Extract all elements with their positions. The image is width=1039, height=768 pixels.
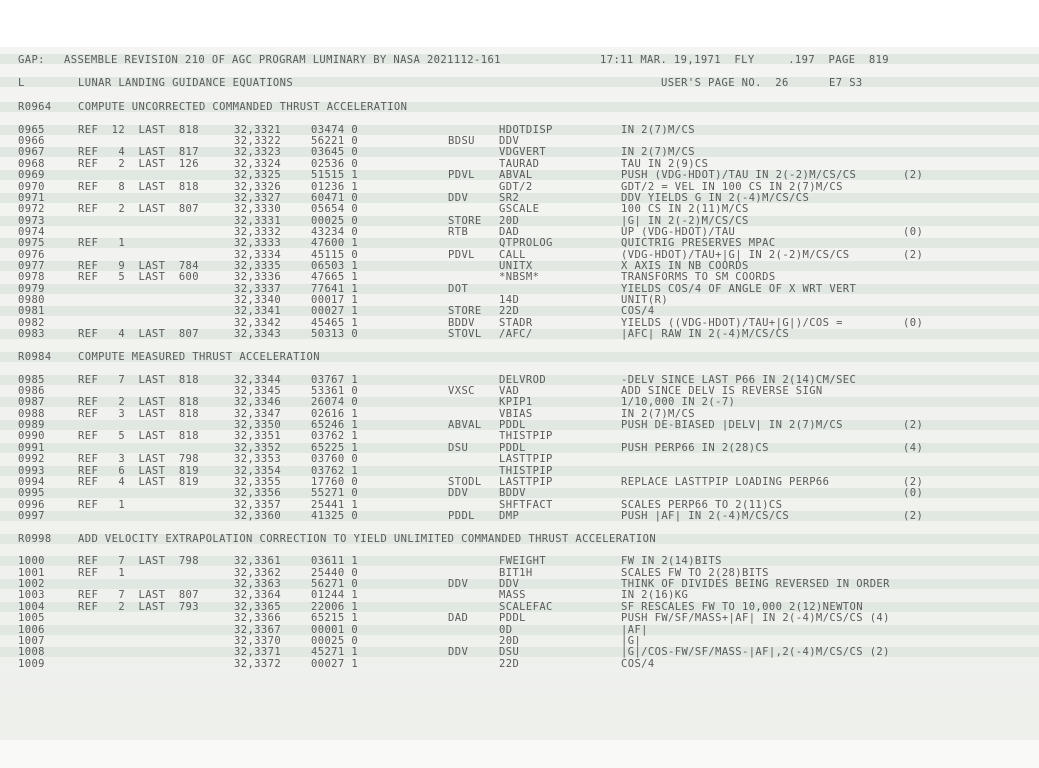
comment: |AF|: [621, 624, 648, 636]
line-number: 1008: [18, 646, 45, 658]
octal-word: 41325 0: [311, 510, 359, 522]
line-number: 0971: [18, 192, 45, 204]
operand: VAD: [499, 385, 520, 397]
comment: |G|/COS-FW/SF/MASS-|AF|,2(-4)M/CS/CS (2): [621, 646, 890, 658]
address: 32,3367: [234, 624, 282, 636]
opcode: ABVAL: [448, 419, 482, 431]
line-number: 1002: [18, 578, 45, 590]
comment: IN 2(16)KG: [621, 589, 689, 601]
comment: TAU IN 2(9)CS: [621, 158, 709, 170]
address: 32,3335: [234, 260, 282, 272]
octal-word: 03762 1: [311, 465, 359, 477]
operand: *NBSM*: [499, 271, 540, 283]
octal-word: 60471 0: [311, 192, 359, 204]
operand: PDDL: [499, 442, 526, 454]
operand: 20D: [499, 215, 520, 227]
line-number: 0993: [18, 465, 45, 477]
octal-word: 56221 0: [311, 135, 359, 147]
address: 32,3360: [234, 510, 282, 522]
octal-word: 47600 1: [311, 237, 359, 249]
operand: 14D: [499, 294, 520, 306]
line-number: 0974: [18, 226, 45, 238]
octal-word: 26074 0: [311, 396, 359, 408]
address: 32,3372: [234, 658, 282, 670]
opcode: DAD: [448, 612, 469, 624]
comment: IN 2(7)M/CS: [621, 408, 695, 420]
line-number: 0987: [18, 396, 45, 408]
line-number: 1001: [18, 567, 45, 579]
users-page-no: USER'S PAGE NO. 26 E7 S3: [661, 77, 863, 89]
code-line: [0, 328, 1039, 340]
operand: DAD: [499, 226, 520, 238]
operand: SR2: [499, 192, 520, 204]
octal-word: 02536 0: [311, 158, 359, 170]
line-number: 0968: [18, 158, 45, 170]
comment: COS/4: [621, 305, 655, 317]
line-number: 0991: [18, 442, 45, 454]
code-line: [0, 237, 1039, 249]
operand: LASTTPIP: [499, 453, 553, 465]
subheader-l: L: [18, 77, 25, 89]
section-heading: [0, 533, 1039, 545]
octal-word: 65215 1: [311, 612, 359, 624]
code-line: [0, 555, 1039, 567]
section-title: COMPUTE UNCORRECTED COMMANDED THRUST ACCELERATION: [78, 101, 408, 113]
ref-column: REF 2 LAST 793: [78, 601, 199, 613]
line-number: 0980: [18, 294, 45, 306]
opcode: STODL: [448, 476, 482, 488]
stack-note: (0): [903, 226, 924, 238]
address: 32,3362: [234, 567, 282, 579]
opcode: STORE: [448, 305, 482, 317]
line-number: 0966: [18, 135, 45, 147]
section-number: R0984: [18, 351, 52, 363]
operand: THISTPIP: [499, 430, 553, 442]
octal-word: 77641 1: [311, 283, 359, 295]
comment: |G|: [621, 635, 642, 647]
code-line: [0, 396, 1039, 408]
ref-column: REF 3 LAST 798: [78, 453, 199, 465]
address: 32,3332: [234, 226, 282, 238]
operand: HDOTDISP: [499, 124, 553, 136]
operand: 20D: [499, 635, 520, 647]
address: 32,3352: [234, 442, 282, 454]
stack-note: (2): [903, 510, 924, 522]
address: 32,3346: [234, 396, 282, 408]
address: 32,3333: [234, 237, 282, 249]
operand: BDDV: [499, 487, 526, 499]
header-time-page: 17:11 MAR. 19,1971 FLY .197 PAGE 819: [600, 54, 890, 66]
operand: 22D: [499, 305, 520, 317]
address: 32,3331: [234, 215, 282, 227]
ref-column: REF 7 LAST 798: [78, 555, 199, 567]
ref-column: REF 1: [78, 567, 126, 579]
octal-word: 47665 1: [311, 271, 359, 283]
address: 32,3324: [234, 158, 282, 170]
gap-label: GAP:: [18, 54, 45, 66]
operand: /AFC/: [499, 328, 533, 340]
comment: GDT/2 = VEL IN 100 CS IN 2(7)M/CS: [621, 181, 843, 193]
section-number: R0964: [18, 101, 52, 113]
line-number: 0967: [18, 146, 45, 158]
comment: PUSH |AF| IN 2(-4)M/CS/CS: [621, 510, 790, 522]
line-number: 0977: [18, 260, 45, 272]
comment: YIELDS COS/4 OF ANGLE OF X WRT VERT: [621, 283, 857, 295]
section-title: COMPUTE MEASURED THRUST ACCELERATION: [78, 351, 320, 363]
line-number: 0983: [18, 328, 45, 340]
operand: GSCALE: [499, 203, 540, 215]
operand: ABVAL: [499, 169, 533, 181]
code-line: [0, 203, 1039, 215]
operand: BIT1H: [499, 567, 533, 579]
octal-word: 17760 0: [311, 476, 359, 488]
section-number: R0998: [18, 533, 52, 545]
line-number: 1000: [18, 555, 45, 567]
operand: DELVROD: [499, 374, 547, 386]
operand: VBIAS: [499, 408, 533, 420]
operand: DMP: [499, 510, 520, 522]
address: 32,3357: [234, 499, 282, 511]
subheader-line: [0, 77, 1039, 89]
line-number: 0997: [18, 510, 45, 522]
address: 32,3351: [234, 430, 282, 442]
top-margin: [0, 0, 1039, 47]
octal-word: 25441 1: [311, 499, 359, 511]
opcode: PDVL: [448, 169, 475, 181]
stack-note: (2): [903, 476, 924, 488]
comment: X AXIS IN NB COORDS: [621, 260, 749, 272]
opcode: DOT: [448, 283, 469, 295]
code-line: [0, 146, 1039, 158]
address: 32,3350: [234, 419, 282, 431]
operand: VDGVERT: [499, 146, 547, 158]
comment: THINK OF DIVIDES BEING REVERSED IN ORDER: [621, 578, 890, 590]
octal-word: 51515 1: [311, 169, 359, 181]
comment: IN 2(7)M/CS: [621, 146, 695, 158]
comment: YIELDS ((VDG-HDOT)/TAU+|G|)/COS =: [621, 317, 843, 329]
section-title: ADD VELOCITY EXTRAPOLATION CORRECTION TO YIELD UNLIMITED COMMANDED THRUST ACCELERATION: [78, 533, 657, 545]
subheader-title: LUNAR LANDING GUIDANCE EQUATIONS: [78, 77, 294, 89]
line-number: 0979: [18, 283, 45, 295]
line-number: 0970: [18, 181, 45, 193]
line-number: 0972: [18, 203, 45, 215]
octal-word: 45271 1: [311, 646, 359, 658]
code-line: [0, 487, 1039, 499]
address: 32,3366: [234, 612, 282, 624]
operand: TAURAD: [499, 158, 540, 170]
ref-column: REF 4 LAST 819: [78, 476, 199, 488]
address: 32,3330: [234, 203, 282, 215]
comment: 1/10,000 IN 2(-7): [621, 396, 736, 408]
stack-note: (2): [903, 249, 924, 261]
address: 32,3370: [234, 635, 282, 647]
octal-word: 55271 0: [311, 487, 359, 499]
address: 32,3353: [234, 453, 282, 465]
line-number: 1009: [18, 658, 45, 670]
header-title: ASSEMBLE REVISION 210 OF AGC PROGRAM LUMINARY BY NASA 2021112-161: [64, 54, 501, 66]
comment: TRANSFORMS TO SM COORDS: [621, 271, 776, 283]
octal-word: 02616 1: [311, 408, 359, 420]
ref-column: REF 5 LAST 600: [78, 271, 199, 283]
octal-word: 06503 1: [311, 260, 359, 272]
opcode: VXSC: [448, 385, 475, 397]
code-line: [0, 305, 1039, 317]
comment: 100 CS IN 2(11)M/CS: [621, 203, 749, 215]
opcode: DDV: [448, 646, 469, 658]
line-number: 0986: [18, 385, 45, 397]
opcode: STOVL: [448, 328, 482, 340]
ref-column: REF 1: [78, 499, 126, 511]
octal-word: 00027 1: [311, 305, 359, 317]
comment: QUICTRIG PRESERVES MPAC: [621, 237, 776, 249]
address: 32,3321: [234, 124, 282, 136]
octal-word: 50313 0: [311, 328, 359, 340]
operand: 0D: [499, 624, 513, 636]
stack-note: (4): [903, 442, 924, 454]
operand: PDDL: [499, 419, 526, 431]
address: 32,3342: [234, 317, 282, 329]
ref-column: REF 6 LAST 819: [78, 465, 199, 477]
address: 32,3347: [234, 408, 282, 420]
operand: FWEIGHT: [499, 555, 547, 567]
line-number: 0989: [18, 419, 45, 431]
address: 32,3361: [234, 555, 282, 567]
comment: SF RESCALES FW TO 10,000 2(12)NEWTON: [621, 601, 863, 613]
octal-word: 03762 1: [311, 430, 359, 442]
line-number: 0975: [18, 237, 45, 249]
operand: PDDL: [499, 612, 526, 624]
ref-column: REF 4 LAST 807: [78, 328, 199, 340]
line-number: 0973: [18, 215, 45, 227]
opcode: BDSU: [448, 135, 475, 147]
line-number: 0992: [18, 453, 45, 465]
stack-note: (2): [903, 419, 924, 431]
comment: FW IN 2(14)BITS: [621, 555, 722, 567]
line-number: 0982: [18, 317, 45, 329]
line-number: 1004: [18, 601, 45, 613]
opcode: DDV: [448, 487, 469, 499]
stack-note: (0): [903, 317, 924, 329]
line-number: 0965: [18, 124, 45, 136]
octal-word: 00001 0: [311, 624, 359, 636]
operand: STADR: [499, 317, 533, 329]
address: 32,3344: [234, 374, 282, 386]
comment: -DELV SINCE LAST P66 IN 2(14)CM/SEC: [621, 374, 857, 386]
ref-column: REF 7 LAST 818: [78, 374, 199, 386]
operand: UNITX: [499, 260, 533, 272]
bottom-margin: [0, 740, 1039, 768]
line-number: 0976: [18, 249, 45, 261]
comment: COS/4: [621, 658, 655, 670]
ref-column: REF 7 LAST 807: [78, 589, 199, 601]
octal-word: 00025 0: [311, 635, 359, 647]
code-line: [0, 169, 1039, 181]
line-number: 0969: [18, 169, 45, 181]
opcode: BDDV: [448, 317, 475, 329]
comment: DDV YIELDS G IN 2(-4)M/CS/CS: [621, 192, 810, 204]
comment: ADD SINCE DELV IS REVERSE SIGN: [621, 385, 823, 397]
comment: UNIT(R): [621, 294, 669, 306]
address: 32,3356: [234, 487, 282, 499]
octal-word: 25440 0: [311, 567, 359, 579]
stack-note: (0): [903, 487, 924, 499]
line-number: 0988: [18, 408, 45, 420]
ref-column: REF 12 LAST 818: [78, 124, 199, 136]
address: 32,3325: [234, 169, 282, 181]
octal-word: 03611 1: [311, 555, 359, 567]
address: 32,3345: [234, 385, 282, 397]
line-number: 1003: [18, 589, 45, 601]
opcode: DSU: [448, 442, 469, 454]
address: 32,3340: [234, 294, 282, 306]
address: 32,3327: [234, 192, 282, 204]
ref-column: REF 2 LAST 807: [78, 203, 199, 215]
ref-column: REF 1: [78, 237, 126, 249]
comment: REPLACE LASTTPIP LOADING PERP66: [621, 476, 830, 488]
octal-word: 03645 0: [311, 146, 359, 158]
code-line: [0, 658, 1039, 670]
line-number: 0978: [18, 271, 45, 283]
ref-column: REF 5 LAST 818: [78, 430, 199, 442]
comment: IN 2(7)M/CS: [621, 124, 695, 136]
operand: DSU: [499, 646, 520, 658]
opcode: DDV: [448, 192, 469, 204]
octal-word: 00017 1: [311, 294, 359, 306]
opcode: PDDL: [448, 510, 475, 522]
octal-word: 01236 1: [311, 181, 359, 193]
address: 32,3326: [234, 181, 282, 193]
comment: SCALES PERP66 TO 2(11)CS: [621, 499, 783, 511]
code-line: [0, 612, 1039, 624]
code-line: [0, 589, 1039, 601]
line-number: 1006: [18, 624, 45, 636]
address: 32,3343: [234, 328, 282, 340]
address: 32,3354: [234, 465, 282, 477]
comment: SCALES FW TO 2(28)BITS: [621, 567, 769, 579]
ref-column: REF 4 LAST 817: [78, 146, 199, 158]
octal-word: 03474 0: [311, 124, 359, 136]
comment: PUSH FW/SF/MASS+|AF| IN 2(-4)M/CS/CS (4): [621, 612, 890, 624]
address: 32,3322: [234, 135, 282, 147]
address: 32,3371: [234, 646, 282, 658]
line-number: 0985: [18, 374, 45, 386]
operand: DDV: [499, 135, 520, 147]
octal-word: 03760 0: [311, 453, 359, 465]
octal-word: 22006 1: [311, 601, 359, 613]
address: 32,3365: [234, 601, 282, 613]
address: 32,3336: [234, 271, 282, 283]
ref-column: REF 2 LAST 126: [78, 158, 199, 170]
line-number: 0981: [18, 305, 45, 317]
address: 32,3323: [234, 146, 282, 158]
opcode: RTB: [448, 226, 469, 238]
octal-word: 01244 1: [311, 589, 359, 601]
code-line: [0, 510, 1039, 522]
code-line: [0, 453, 1039, 465]
octal-word: 43234 0: [311, 226, 359, 238]
line-number: 0990: [18, 430, 45, 442]
octal-word: 00027 1: [311, 658, 359, 670]
ref-column: REF 2 LAST 818: [78, 396, 199, 408]
address: 32,3341: [234, 305, 282, 317]
address: 32,3337: [234, 283, 282, 295]
code-line: [0, 430, 1039, 442]
operand: LASTTPIP: [499, 476, 553, 488]
address: 32,3355: [234, 476, 282, 488]
comment: PUSH (VDG-HDOT)/TAU IN 2(-2)M/CS/CS: [621, 169, 857, 181]
opcode: DDV: [448, 578, 469, 590]
address: 32,3334: [234, 249, 282, 261]
comment: (VDG-HDOT)/TAU+|G| IN 2(-2)M/CS/CS: [621, 249, 850, 261]
comment: UP (VDG-HDOT)/TAU: [621, 226, 736, 238]
octal-word: 65246 1: [311, 419, 359, 431]
octal-word: 56271 0: [311, 578, 359, 590]
octal-word: 03767 1: [311, 374, 359, 386]
line-number: 0994: [18, 476, 45, 488]
line-number: 0995: [18, 487, 45, 499]
line-number: 1005: [18, 612, 45, 624]
octal-word: 05654 0: [311, 203, 359, 215]
line-number: 1007: [18, 635, 45, 647]
comment: PUSH PERP66 IN 2(28)CS: [621, 442, 769, 454]
address: 32,3363: [234, 578, 282, 590]
ref-column: REF 9 LAST 784: [78, 260, 199, 272]
octal-word: 53361 0: [311, 385, 359, 397]
ref-column: REF 3 LAST 818: [78, 408, 199, 420]
section-heading: [0, 351, 1039, 363]
operand: DDV: [499, 578, 520, 590]
stack-note: (2): [903, 169, 924, 181]
operand: 22D: [499, 658, 520, 670]
octal-word: 45115 0: [311, 249, 359, 261]
octal-word: 00025 0: [311, 215, 359, 227]
comment: |AFC| RAW IN 2(-4)M/CS/CS: [621, 328, 790, 340]
ref-column: REF 8 LAST 818: [78, 181, 199, 193]
header-line: [0, 54, 1039, 66]
operand: QTPROLOG: [499, 237, 553, 249]
octal-word: 65225 1: [311, 442, 359, 454]
operand: GDT/2: [499, 181, 533, 193]
comment: PUSH DE-BIASED |DELV| IN 2(7)M/CS: [621, 419, 843, 431]
address: 32,3364: [234, 589, 282, 601]
code-line: [0, 646, 1039, 658]
operand: SHFTFACT: [499, 499, 553, 511]
operand: KPIP1: [499, 396, 533, 408]
operand: MASS: [499, 589, 526, 601]
operand: SCALEFAC: [499, 601, 553, 613]
comment: |G| IN 2(-2)M/CS/CS: [621, 215, 749, 227]
line-number: 0996: [18, 499, 45, 511]
opcode: PDVL: [448, 249, 475, 261]
section-heading: [0, 101, 1039, 113]
operand: CALL: [499, 249, 526, 261]
operand: THISTPIP: [499, 465, 553, 477]
opcode: STORE: [448, 215, 482, 227]
octal-word: 45465 1: [311, 317, 359, 329]
code-line: [0, 271, 1039, 283]
